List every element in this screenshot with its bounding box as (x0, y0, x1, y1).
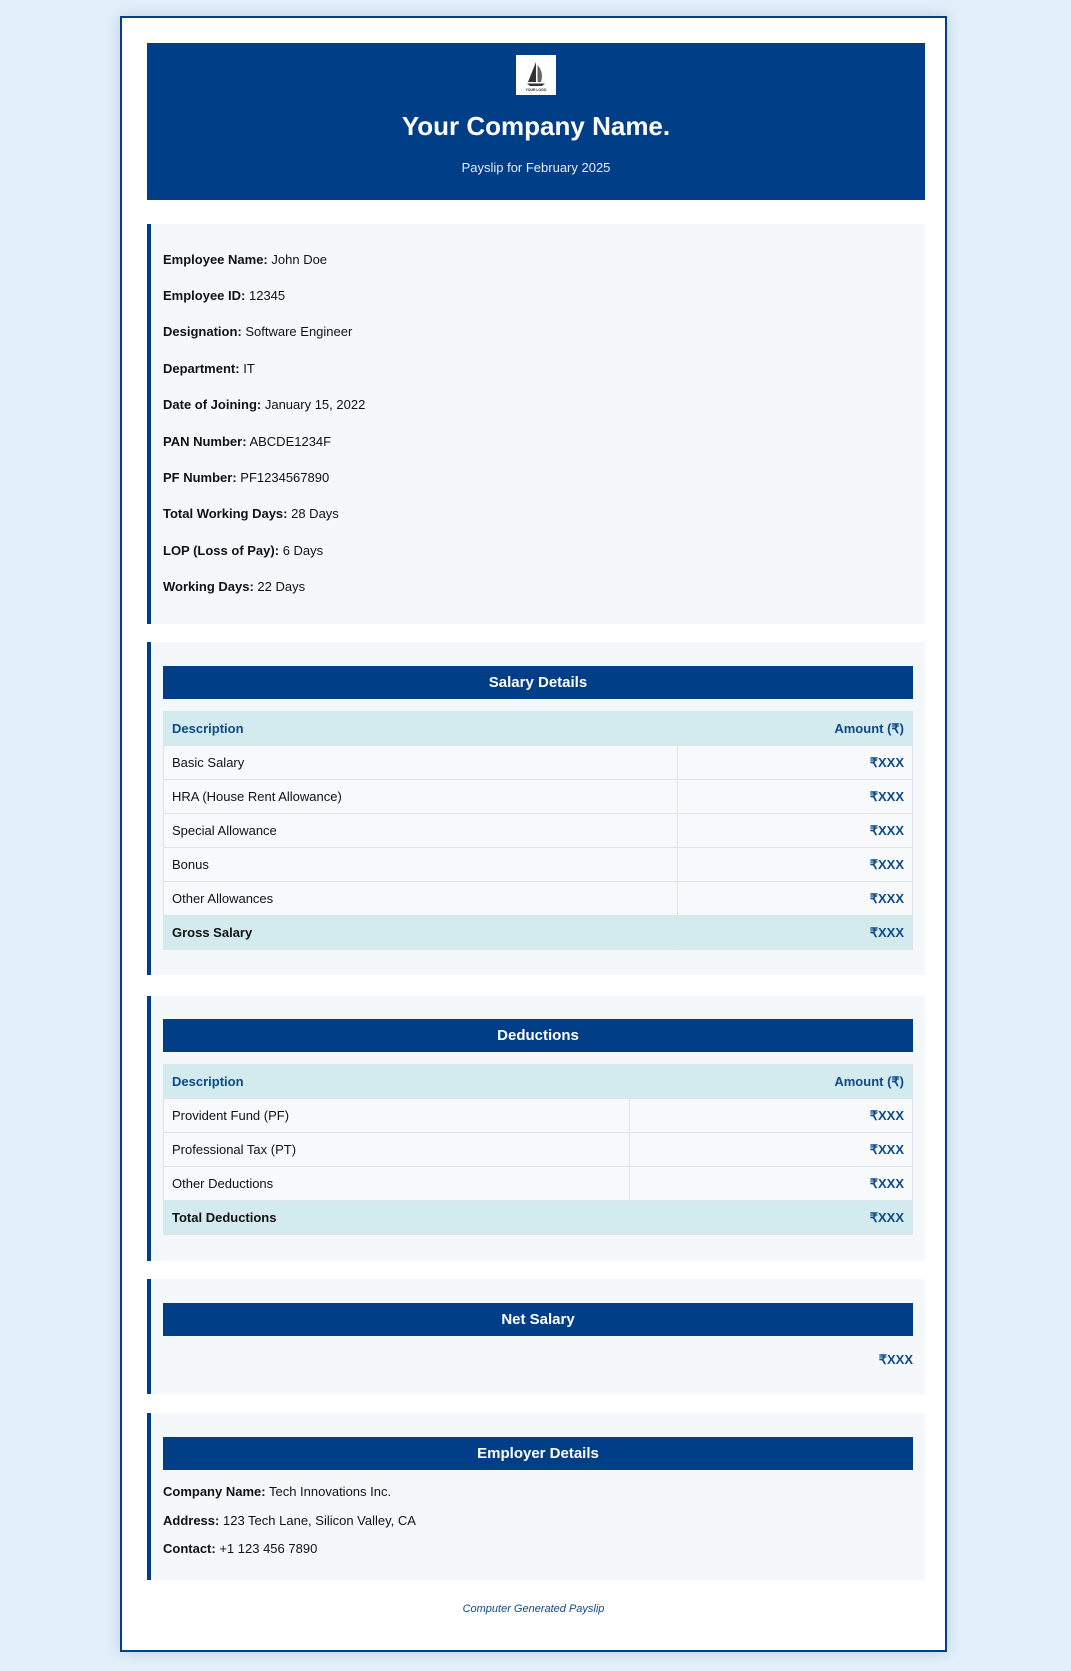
field-label: Designation: (163, 324, 242, 339)
row-description: Other Deductions (164, 1167, 630, 1201)
net-salary-section (147, 1279, 925, 1394)
employer-details-heading: Employer Details (163, 1437, 913, 1470)
employee-name-field (163, 252, 327, 267)
table-row (164, 814, 913, 848)
row-description: Professional Tax (PT) (164, 1133, 630, 1167)
total-amount: ₹XXX (630, 1201, 913, 1235)
table-header-row (164, 1065, 913, 1099)
deductions-section (147, 996, 925, 1261)
department-field (163, 361, 255, 376)
employer-company-name-field (163, 1484, 391, 1499)
field-label: Working Days: (163, 579, 254, 594)
table-row (164, 1167, 913, 1201)
company-name-title: Your Company Name. (401, 111, 671, 141)
field-label: PF Number: (163, 470, 237, 485)
designation-field (163, 324, 352, 339)
salary-table (163, 711, 913, 950)
row-description: Special Allowance (164, 814, 678, 848)
working-days-field (163, 579, 305, 594)
salary-details-section (147, 642, 925, 975)
total-working-days-field (163, 506, 339, 521)
table-row (164, 780, 913, 814)
payslip-document (120, 16, 947, 1652)
field-value: 28 Days (291, 506, 339, 521)
field-label: Employee ID: (163, 288, 246, 303)
footer-note: Computer Generated Payslip (462, 1603, 605, 1615)
field-label: Total Working Days: (163, 506, 288, 521)
total-deductions-row (164, 1201, 913, 1235)
table-header-row (164, 712, 913, 746)
field-label: PAN Number: (163, 434, 247, 449)
table-row (164, 746, 913, 780)
row-amount: ₹XXX (678, 746, 913, 780)
amount-column-header: Amount (₹) (678, 712, 913, 746)
row-description: Other Allowances (164, 882, 678, 916)
employee-details-section (147, 224, 925, 624)
row-amount: ₹XXX (630, 1133, 913, 1167)
row-amount: ₹XXX (678, 780, 913, 814)
total-description: Gross Salary (164, 916, 678, 950)
field-value: January 15, 2022 (264, 397, 366, 412)
field-value: 22 Days (257, 579, 306, 594)
net-salary-amount: ₹XXX (878, 1352, 913, 1367)
employee-id-field (163, 288, 285, 303)
table-row (164, 882, 913, 916)
field-value: ABCDE1234F (249, 434, 332, 449)
employer-contact-field (163, 1541, 317, 1556)
deductions-table (163, 1064, 913, 1235)
company-logo (516, 55, 556, 95)
field-label: LOP (Loss of Pay): (163, 543, 280, 558)
amount-column-header: Amount (₹) (630, 1065, 913, 1099)
field-value: PF1234567890 (240, 470, 330, 485)
pf-number-field (163, 470, 329, 485)
table-row (164, 1133, 913, 1167)
lop-field (163, 543, 323, 558)
field-value: 6 Days (282, 543, 324, 558)
employer-details-section (147, 1413, 925, 1580)
payslip-header (147, 43, 925, 200)
description-column-header: Description (164, 1065, 630, 1099)
field-value: Tech Innovations Inc. (268, 1484, 392, 1499)
field-label: Department: (163, 361, 240, 376)
field-value: Software Engineer (245, 324, 353, 339)
field-value: +1 123 456 7890 (219, 1541, 318, 1556)
field-label: Employee Name: (163, 252, 268, 267)
pan-number-field (163, 434, 331, 449)
payslip-period: Payslip for February 2025 (461, 160, 611, 175)
row-description: Bonus (164, 848, 678, 882)
salary-details-heading: Salary Details (163, 666, 913, 699)
row-description: Basic Salary (164, 746, 678, 780)
employer-address-field (163, 1513, 416, 1528)
deductions-heading: Deductions (163, 1019, 913, 1052)
field-value: IT (243, 361, 255, 376)
field-label: Company Name: (163, 1484, 266, 1499)
row-amount: ₹XXX (678, 814, 913, 848)
field-label: Address: (163, 1513, 220, 1528)
field-value: John Doe (271, 252, 328, 267)
field-value: 123 Tech Lane, Silicon Valley, CA (222, 1513, 416, 1528)
net-salary-heading: Net Salary (163, 1303, 913, 1336)
table-row (164, 1099, 913, 1133)
gross-salary-row (164, 916, 913, 950)
sailboat-logo-icon (516, 55, 556, 95)
row-amount: ₹XXX (678, 848, 913, 882)
row-amount: ₹XXX (630, 1167, 913, 1201)
field-value: 12345 (248, 288, 286, 303)
row-description: HRA (House Rent Allowance) (164, 780, 678, 814)
field-label: Date of Joining: (163, 397, 262, 412)
row-description: Provident Fund (PF) (164, 1099, 630, 1133)
logo-text: YOUR LOGO (525, 88, 547, 92)
date-of-joining-field (163, 397, 365, 412)
row-amount: ₹XXX (678, 882, 913, 916)
row-amount: ₹XXX (630, 1099, 913, 1133)
field-label: Contact: (163, 1541, 216, 1556)
description-column-header: Description (164, 712, 678, 746)
table-row (164, 848, 913, 882)
total-amount: ₹XXX (678, 916, 913, 950)
total-description: Total Deductions (164, 1201, 630, 1235)
